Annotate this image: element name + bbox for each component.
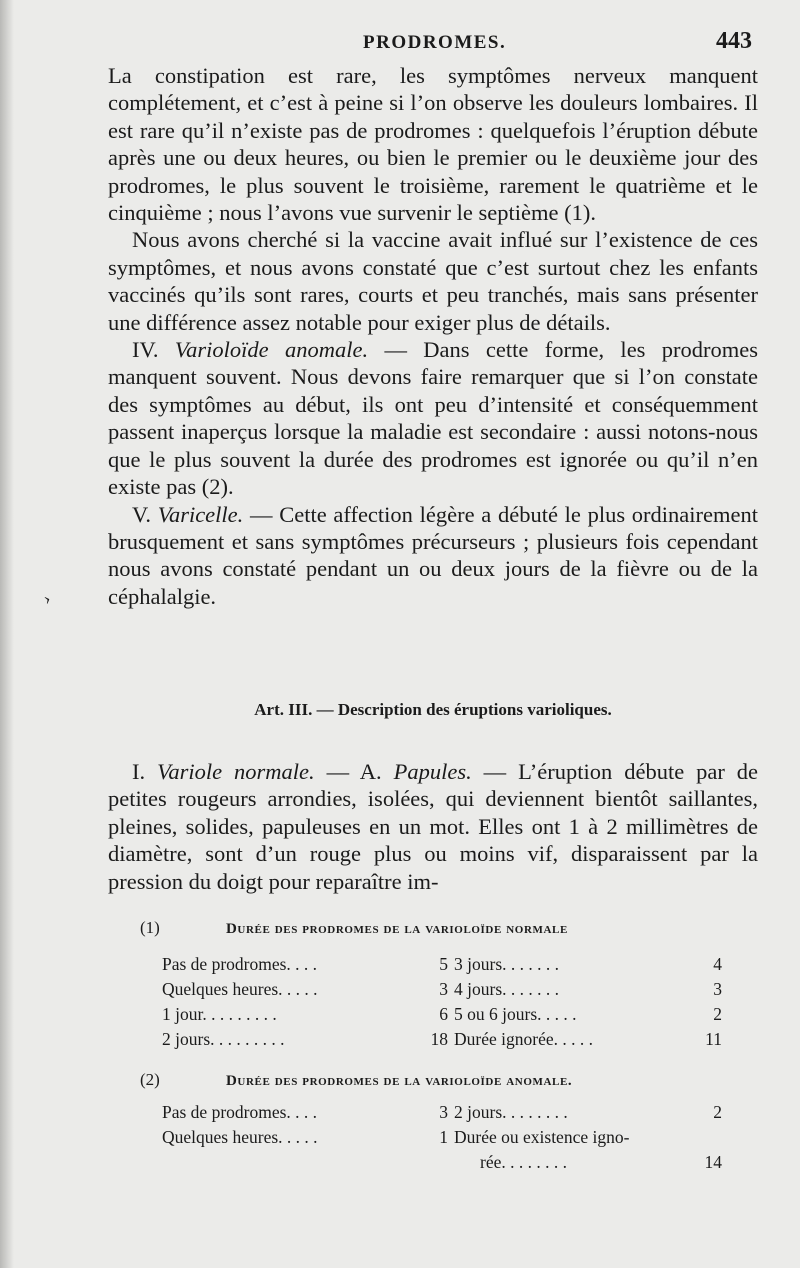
binding-shadow: [0, 0, 14, 1268]
section-v-number: V.: [132, 501, 151, 527]
section-v-title: Varicelle.: [157, 501, 244, 527]
footnote-2-number: (2): [140, 1070, 160, 1089]
article-heading: Art. III. — Description des éruptions varioliques.: [254, 700, 612, 719]
section-i-subtitle: Papules.: [393, 759, 472, 784]
section-i-subsection: A.: [359, 759, 382, 784]
section-iv-text: — Dans cette forme, les prodromes manquent souvent. Nous devons faire remarquer que si l’on constate des symptômes au début, ils ont peu d’intensité et conséquemment passent inaperçus lorsque la maladie est secondaire : aussi notons-nous que le plus souvent la durée des prodromes est ignorée ou qu’il n’en existe pas (2).: [108, 337, 759, 500]
section-v-text: — Cette affection légère a débuté le plus ordinairement brusquement et sans symptômes précurseurs ; plusieurs fois cependant nous avons constaté pendant un ou deux jours de la fièvre ou de la céphalalgie.: [108, 501, 758, 609]
paragraph-vaccine: Nous avons cherché si la vaccine avait influé sur l’existence de ces symptômes, et nous avons constaté que c’est surtout chez les enfants vaccinés qu’ils sont rares, courts et peu tranchés, mais sans présenter une différence assez notable pour exiger plus de détails.: [108, 227, 758, 335]
running-head: PRODROMES.: [363, 32, 507, 53]
page-header: [108, 26, 756, 60]
footnote-1-number: (1): [140, 918, 160, 937]
section-v: [108, 501, 758, 611]
page-number: 443: [716, 28, 752, 54]
footnote-2-heading: [140, 1070, 572, 1090]
section-iv: [108, 336, 758, 500]
section-iv-number: IV.: [132, 337, 159, 363]
footnote-1-heading: [140, 918, 568, 938]
section-i-number: I.: [132, 759, 146, 784]
section-i-title: Variole normale.: [157, 759, 315, 784]
main-text: [108, 62, 758, 610]
footnote-1-title: Durée des prodromes de la varioloïde normale: [226, 921, 568, 937]
section-i: I. Variole normale. — A. Papules. — L’éruption débute par de petites rougeurs arrondies, isolées, qui deviennent bientôt saillantes, pleines, solides, papuleuses en un mot. Elles ont 1 à 2 millimètres de diamètre, sont d’un rouge plus ou moins vif, disparaissent par la pression du doigt pour reparaître im-: [108, 759, 759, 894]
book-page: PRODROMES. 443 La constipation est rare, les symptômes nerveux manquent complétement, et c’est à peine si l’on observe les douleurs lombaires. Il est rare qu’il n’existe pas de prodromes : quelquefois l’éruption débute après une ou deux heures, ou bien le premier ou le deuxième jour des prodromes, le plus souvent le troisième, rarement le quatrième et le cinquième ; nous l’avons vue survenir le septième (1). Nous avons cherché si la vaccine avait influé sur l’existence de ces symptômes, et nous avons constaté que c’est surtout chez les enfants vaccinés qu’ils sont rares, courts et peu tranchés, mais sans présenter une différence assez notable pour exiger plus de détails. IV. Varioloïde anomale. — Dans cette forme, les prodromes manquent souvent. Nous devons faire remarquer que si l’on constate des symptômes au début, ils ont peu d’intensité et conséquemment passent inaperçus lorsque la maladie est secondaire : aussi notons-nous que le plus souvent la durée des prodromes est ignorée ou qu’il n’en existe pas (2). V. Varicelle. — Cette affection légère a débuté le plus ordinairement brusquement et sans symptômes précurseurs ; plusieurs fois cependant nous avons constaté pendant un ou deux jours de la fièvre ou de la céphalalgie. › Art. III. — Description des éruptions varioliques. I. Variole normale. — A. Papules. — L’éruption débute par de petites rougeurs arrondies, isolées, qui deviennent bientôt saillantes, pleines, solides, papuleuses en un mot. Elles ont 1 à 2 millimètres de diamètre, sont d’un rouge plus ou moins vif, disparaissent par la pression du doigt pour reparaître im- (1) Durée des prodromes de la varioloïde normale Pas de prodromes. . . . 5 3 jours. . . . . . . 4 Quelques heures. . . . . 3 4 jours. . . . . . . 3 1 jour. . . . . . . . . 6 5 ou 6 jours. . . . . 2 2 jours. . . . . . . . . 18 Durée ignorée. . . . . 11 (2) Durée des prodromes de la varioloïde anomale. Pas de prodromes. . . . 3 2 jours. . . . . . . . 2 Quelques heures. . . . . 1 Durée ou existence igno- rée. . . . . . . . 14: [0, 0, 800, 1268]
section-iv-title: Varioloïde anomale.: [174, 337, 369, 363]
section-i-text: — L’éruption débute par de petites rougeurs arrondies, isolées, qui deviennent bientôt saillantes, pleines, solides, papuleuses en un mot. Elles ont 1 à 2 millimètres de diamètre, sont d’un rouge plus ou moins vif, disparaissent par la pression du doigt pour reparaître im-: [108, 759, 759, 894]
footnote-2-title: Durée des prodromes de la varioloïde anomale.: [226, 1073, 573, 1089]
margin-mark: ›: [40, 587, 54, 609]
paragraph-constipation: La constipation est rare, les symptômes nerveux manquent complétement, et c’est à peine si l’on observe les douleurs lombaires. Il est rare qu’il n’existe pas de prodromes : quelquefois l’éruption débute après une ou deux heures, ou bien le premier ou le deuxième jour des prodromes, le plus souvent le troisième, rarement le quatrième et le cinquième ; nous l’avons vue survenir le septième (1).: [108, 63, 758, 226]
main-text-eruptions: [108, 758, 758, 895]
